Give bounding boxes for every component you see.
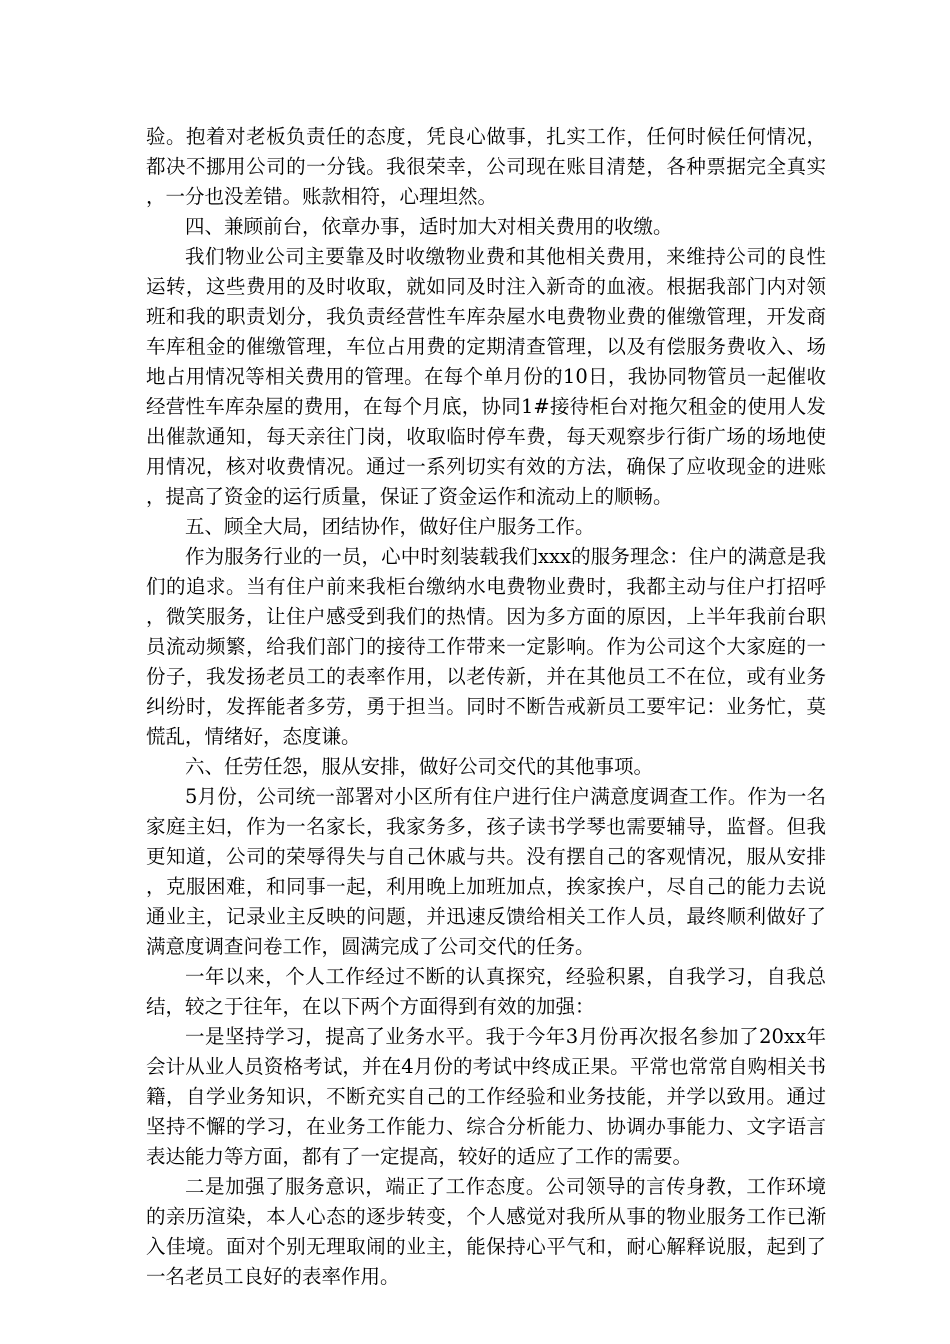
paragraph-fee-collection: 我们物业公司主要靠及时收缴物业费和其他相关费用，来维持公司的良性运转，这些费用的及时收取，就如同及时注入新奇的血液。根据我部门内对领班和我的职责划分，我负责经营性车库杂屋水电费物业费的催缴管理，开发商车库租金的催缴管理，车位占用费的定期清查管理，以及有偿服务费收入、场地占用情况等相关费用的管理。在每个单月份的10日，我协同物管员一起催收经营性车库杂屋的费用，在每个月底，协同1#接待柜台对拖欠租金的使用人发出催款通知，每天亲往门岗，收取临时停车费，每天观察步行街广场的场地使用情况，核对收费情况。通过一系列切实有效的方法，确保了应收现金的进账，提高了资金的运行质量，保证了资金运作和流动上的顺畅。 bbox=[146, 245, 826, 508]
paragraph-continued-integrity: 验。抱着对老板负责任的态度，凭良心做事，扎实工作，任何时候任何情况，都决不挪用公司的一分钱。我很荣幸，公司现在账目清楚，各种票据完全真实，一分也没差错。账款相符，心理坦然。 bbox=[146, 125, 826, 208]
heading-section-four: 四、兼顾前台，依章办事，适时加大对相关费用的收缴。 bbox=[185, 215, 673, 238]
document-page bbox=[146, 122, 826, 1292]
heading-section-five: 五、顾全大局，团结协作，做好住户服务工作。 bbox=[185, 515, 595, 538]
paragraph-learning: 一是坚持学习，提高了业务水平。我于今年3月份再次报名参加了20xx年会计从业人员资格考试，并在4月份的考试中终成正果。平常也常常自购相关书籍，自学业务知识，不断充实自己的工作经验和业务技能，并学以致用。通过坚持不懈的学习，在业务工作能力、综合分析能力、协调办事能力、文字语言表达能力等方面，都有了一定提高，较好的适应了工作的需要。 bbox=[146, 1025, 826, 1168]
paragraph-satisfaction-survey: 5月份，公司统一部署对小区所有住户进行住户满意度调查工作。作为一名家庭主妇，作为一名家长，我家务多，孩子读书学琴也需要辅导，监督。但我更知道，公司的荣辱得失与自己休戚与共。没有摆自己的客观情况，服从安排，克服困难，和同事一起，利用晚上加班加点，挨家挨户，尽自己的能力去说通业主，记录业主反映的问题，并迅速反馈给相关工作人员，最终顺利做好了满意度调查问卷工作，圆满完成了公司交代的任务。 bbox=[146, 785, 826, 958]
heading-section-six: 六、任劳任怨，服从安排，做好公司交代的其他事项。 bbox=[185, 755, 654, 778]
paragraph-resident-service: 作为服务行业的一员，心中时刻装载我们xxx的服务理念：住户的满意是我们的追求。当有住户前来我柜台缴纳水电费物业费时，我都主动与住户打招呼，微笑服务，让住户感受到我们的热情。因为多方面的原因，上半年我前台职员流动频繁，给我们部门的接待工作带来一定影响。作为公司这个大家庭的一份子，我发扬老员工的表率作用，以老传新，并在其他员工不在位，或有业务纠纷时，发挥能者多劳，勇于担当。同时不断告戒新员工要牢记：业务忙，莫慌乱，情绪好，态度谦。 bbox=[146, 545, 826, 748]
paragraph-service-awareness: 二是加强了服务意识，端正了工作态度。公司领导的言传身教，工作环境的亲历渲染，本人心态的逐步转变，个人感觉对我所从事的物业服务工作已渐入佳境。面对个别无理取闹的业主，能保持心平气和，耐心解释说服，起到了一名老员工良好的表率作用。 bbox=[146, 1175, 826, 1288]
paragraph-year-summary: 一年以来，个人工作经过不断的认真探究，经验积累，自我学习，自我总结，较之于往年，在以下两个方面得到有效的加强： bbox=[146, 965, 826, 1018]
